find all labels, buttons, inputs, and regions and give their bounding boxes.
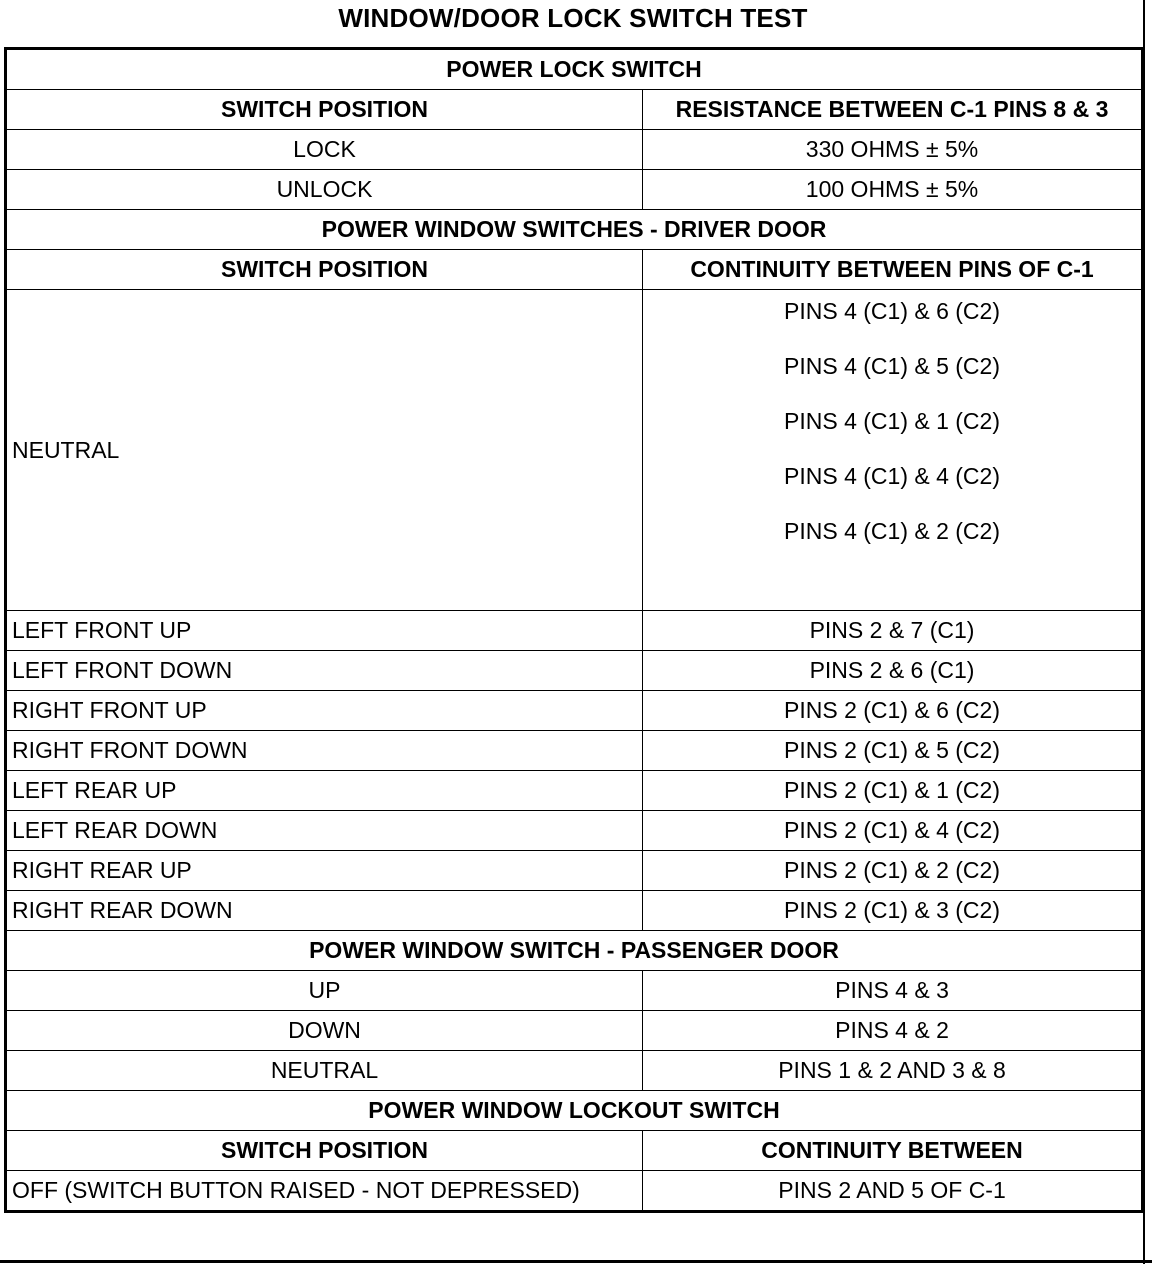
switch-position-cell: LEFT FRONT UP <box>6 611 643 651</box>
section-title-lockout: POWER WINDOW LOCKOUT SWITCH <box>6 1091 1143 1131</box>
column-header-switch-position: SWITCH POSITION <box>6 250 643 290</box>
header-row <box>6 1131 1143 1171</box>
table-row <box>6 170 1143 210</box>
test-value-cell: PINS 2 (C1) & 2 (C2) <box>643 851 1143 891</box>
test-value-cell: PINS 2 & 6 (C1) <box>643 651 1143 691</box>
switch-position-cell: RIGHT FRONT UP <box>6 691 643 731</box>
test-value-cell: PINS 2 (C1) & 4 (C2) <box>643 811 1143 851</box>
switch-test-table <box>4 47 1144 1213</box>
section-row-passenger-door <box>6 931 1143 971</box>
header-row <box>6 250 1143 290</box>
table-row <box>6 691 1143 731</box>
test-value-cell: PINS 2 & 7 (C1) <box>643 611 1143 651</box>
header-row <box>6 90 1143 130</box>
column-header-switch-position: SWITCH POSITION <box>6 1131 643 1171</box>
section-row-power-lock <box>6 49 1143 90</box>
section-row-lockout <box>6 1091 1143 1131</box>
switch-position-cell: LEFT REAR DOWN <box>6 811 643 851</box>
table-row-neutral <box>6 290 1143 611</box>
column-header-switch-position: SWITCH POSITION <box>6 90 643 130</box>
table-row <box>6 811 1143 851</box>
continuity-pair: PINS 4 (C1) & 5 (C2) <box>784 353 1000 379</box>
switch-position-cell: RIGHT REAR UP <box>6 851 643 891</box>
test-value-cell: PINS 2 (C1) & 5 (C2) <box>643 731 1143 771</box>
continuity-pair: PINS 4 (C1) & 6 (C2) <box>784 298 1000 324</box>
section-title-driver-door: POWER WINDOW SWITCHES - DRIVER DOOR <box>6 210 1143 250</box>
table-row <box>6 1011 1143 1051</box>
table-row <box>6 731 1143 771</box>
switch-position-cell: LEFT REAR UP <box>6 771 643 811</box>
table-row <box>6 130 1143 170</box>
switch-position-cell: RIGHT FRONT DOWN <box>6 731 643 771</box>
bottom-edge-rule <box>0 1260 1152 1263</box>
test-value-cell: PINS 1 & 2 AND 3 & 8 <box>643 1051 1143 1091</box>
switch-position-cell: RIGHT REAR DOWN <box>6 891 643 931</box>
switch-position-cell: LEFT FRONT DOWN <box>6 651 643 691</box>
switch-position-cell: NEUTRAL <box>6 290 643 611</box>
continuity-pair: PINS 4 (C1) & 2 (C2) <box>784 518 1000 544</box>
switch-position-cell: NEUTRAL <box>6 1051 643 1091</box>
table-row <box>6 971 1143 1011</box>
table-row <box>6 1051 1143 1091</box>
table-row <box>6 611 1143 651</box>
column-header-continuity: CONTINUITY BETWEEN <box>643 1131 1143 1171</box>
section-title-power-lock: POWER LOCK SWITCH <box>6 49 1143 90</box>
table-row <box>6 651 1143 691</box>
test-value-cell: PINS 2 (C1) & 6 (C2) <box>643 691 1143 731</box>
switch-position-cell: UP <box>6 971 643 1011</box>
table-row <box>6 851 1143 891</box>
test-value-cell: PINS 2 (C1) & 1 (C2) <box>643 771 1143 811</box>
page-title: WINDOW/DOOR LOCK SWITCH TEST <box>338 3 808 33</box>
test-value-cell: PINS 2 AND 5 OF C-1 <box>643 1171 1143 1212</box>
continuity-pair: PINS 4 (C1) & 4 (C2) <box>784 463 1000 489</box>
table-row <box>6 891 1143 931</box>
switch-position-cell: LOCK <box>6 130 643 170</box>
test-value-cell: PINS 4 & 2 <box>643 1011 1143 1051</box>
test-value-cell: PINS 2 (C1) & 3 (C2) <box>643 891 1143 931</box>
continuity-pair: PINS 4 (C1) & 1 (C2) <box>784 408 1000 434</box>
test-value-cell: 330 OHMS ± 5% <box>643 130 1143 170</box>
test-value-cell: PINS 4 & 3 <box>643 971 1143 1011</box>
section-row-driver-door <box>6 210 1143 250</box>
table-row <box>6 771 1143 811</box>
test-value-cell-multi <box>643 290 1143 611</box>
switch-position-cell: UNLOCK <box>6 170 643 210</box>
test-value-cell: 100 OHMS ± 5% <box>643 170 1143 210</box>
column-header-resistance: RESISTANCE BETWEEN C-1 PINS 8 & 3 <box>643 90 1143 130</box>
right-edge-rule <box>1143 0 1145 1264</box>
switch-position-cell: DOWN <box>6 1011 643 1051</box>
column-header-continuity: CONTINUITY BETWEEN PINS OF C-1 <box>643 250 1143 290</box>
switch-position-cell: OFF (SWITCH BUTTON RAISED - NOT DEPRESSED) <box>6 1171 643 1212</box>
table-row <box>6 1171 1143 1212</box>
section-title-passenger-door: POWER WINDOW SWITCH - PASSENGER DOOR <box>6 931 1143 971</box>
